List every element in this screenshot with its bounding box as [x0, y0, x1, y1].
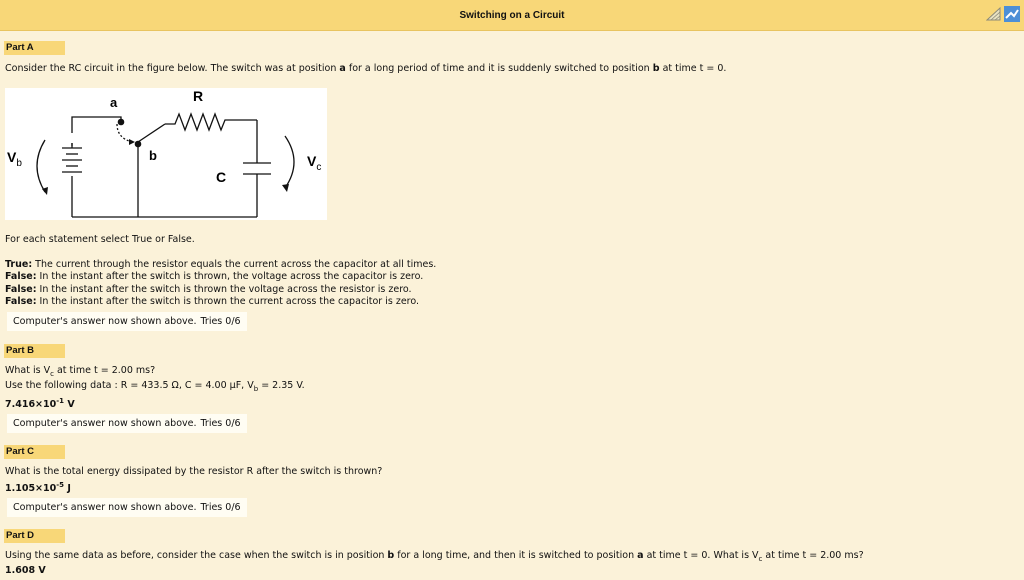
part-b-status-box: [7, 414, 247, 433]
page-title: Switching on a Circuit: [459, 10, 565, 21]
rc-circuit-figure: [5, 88, 327, 220]
part-c-status: Computer's answer now shown above.: [13, 502, 197, 513]
label-c: C: [216, 169, 227, 185]
part-b-data: Use the following data : R = 433.5 Ω, C = 4.00 μF, $V_b = 2.35$ V.: [5, 380, 305, 393]
statement-2: False: In the instant after the switch is thrown, the voltage across the capacitor is zero.: [5, 271, 424, 282]
edit-triangle-icon[interactable]: [986, 6, 1002, 22]
part-b-label: Part B: [4, 344, 65, 358]
part-a-prompt: Consider the RC circuit in the figure below. The switch was at position a for a long period of time and it is suddenly switched to position b at time t = 0.: [5, 63, 727, 74]
part-c-tries: Tries 0/6: [200, 502, 241, 513]
header-bar: [0, 0, 1024, 31]
label-b: b: [149, 148, 157, 163]
part-a-status: Computer's answer now shown above.: [13, 316, 197, 327]
part-c-answer: $1.105\times 10^{-5}$ J: [5, 481, 71, 495]
part-b-answer: $7.416\times 10^{-1}$ V: [5, 397, 75, 411]
part-c-label: Part C: [4, 445, 65, 459]
rc-circuit-diagram: [5, 88, 327, 220]
label-vb: $V_b$: [7, 149, 22, 169]
help-arrow-icon[interactable]: [1004, 6, 1020, 22]
part-d-label: Part D: [4, 529, 65, 543]
label-a: a: [110, 95, 118, 110]
part-a-tries: Tries 0/6: [200, 316, 241, 327]
label-vc: $V_c$: [307, 153, 322, 173]
part-b-status: Computer's answer now shown above.: [13, 418, 197, 429]
part-b-tries: Tries 0/6: [200, 418, 241, 429]
part-d-question: Using the same data as before, consider the case when the switch is in position b for a long time, and then it is switched to position a at time t = 0. What is $V_c$ at time t = 2.00 ms?: [5, 550, 864, 563]
statement-3: False: In the instant after the switch is thrown the voltage across the resistor is zero.: [5, 284, 412, 295]
part-a-label: Part A: [4, 41, 65, 55]
statement-1: True: The current through the resistor equals the current across the capacitor at all times.: [5, 259, 437, 270]
part-d-answer: 1.608 V: [5, 565, 46, 576]
label-r: R: [193, 88, 204, 104]
part-c-status-box: [7, 498, 247, 517]
part-a-status-box: [7, 312, 247, 331]
statement-4: False: In the instant after the switch is thrown the current across the capacitor is zero.: [5, 296, 420, 307]
part-c-question: What is the total energy dissipated by the resistor R after the switch is thrown?: [5, 466, 383, 477]
part-b-question: What is $V_c$ at time t = 2.00 ms?: [5, 365, 156, 378]
part-a-instruction: For each statement select True or False.: [5, 234, 195, 245]
